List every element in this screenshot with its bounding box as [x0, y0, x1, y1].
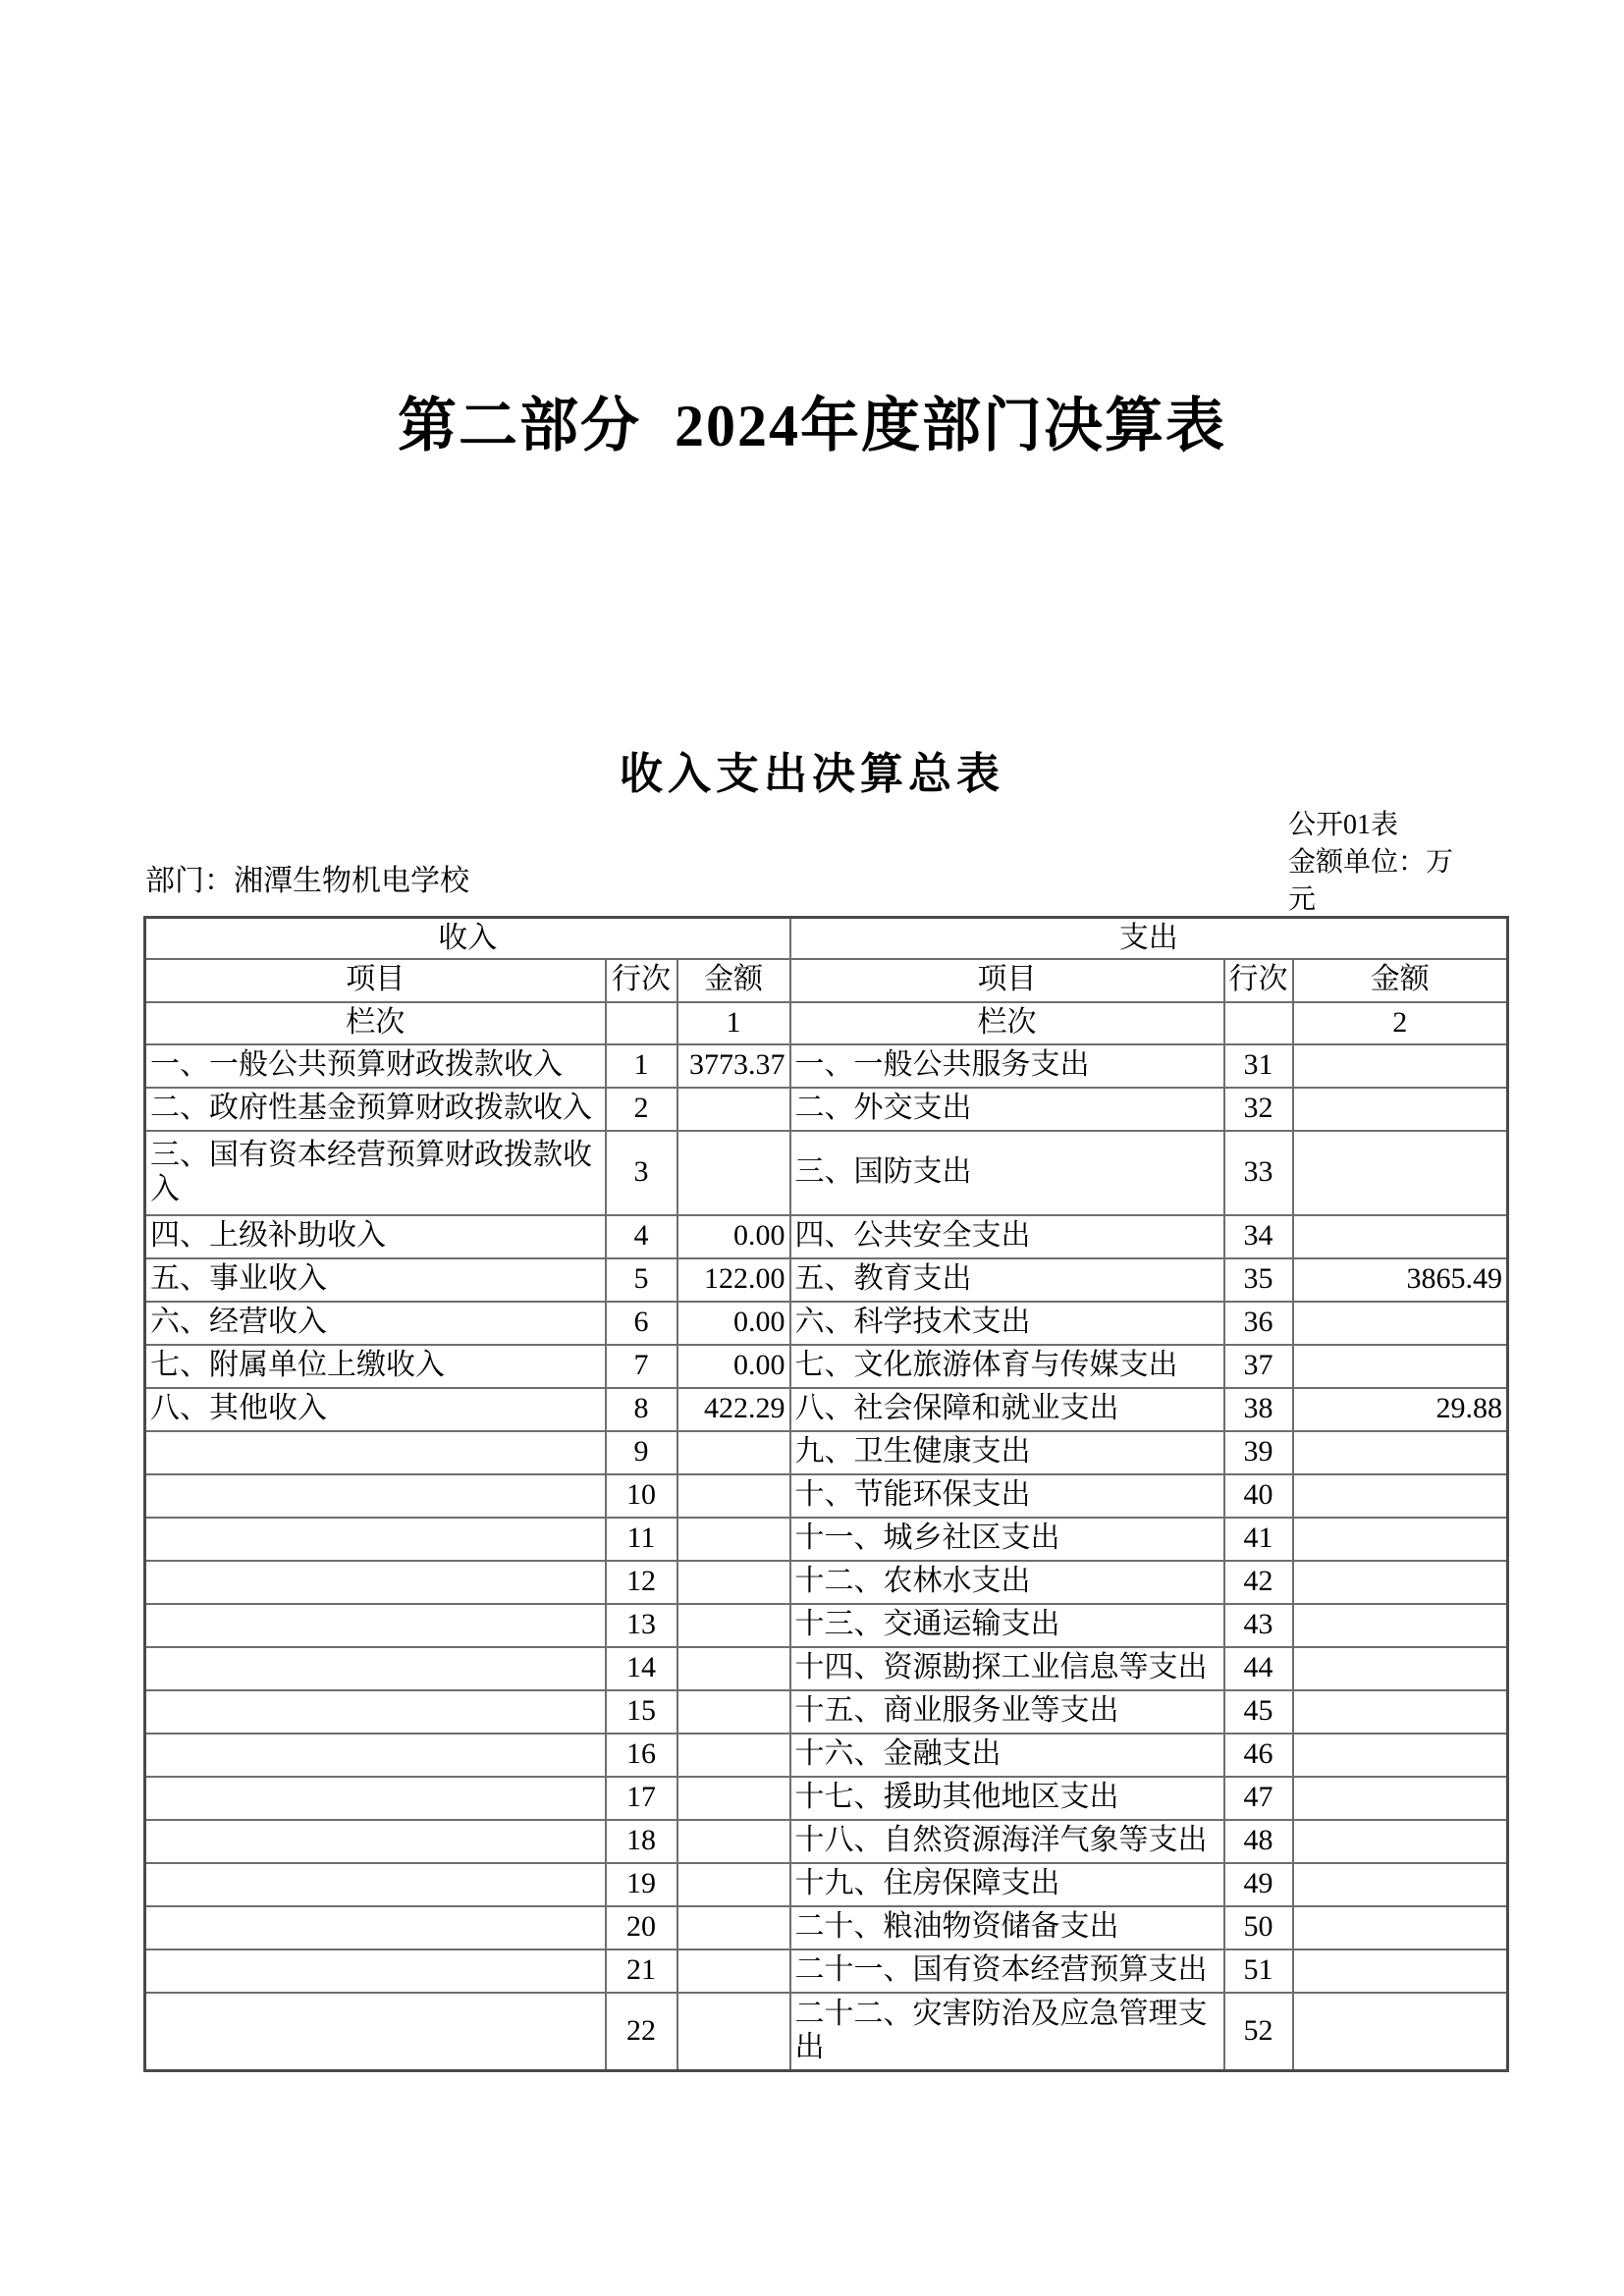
income-amount	[677, 1734, 790, 1777]
expense-item: 六、科学技术支出	[790, 1302, 1224, 1345]
income-amount: 3773.37	[677, 1044, 790, 1088]
income-amount	[677, 1431, 790, 1474]
expense-amount	[1293, 1993, 1508, 2071]
income-column-index-label: 栏次	[145, 1002, 606, 1044]
income-item: 二、政府性基金预算财政拨款收入	[145, 1088, 606, 1131]
income-line-no: 6	[606, 1302, 677, 1345]
expense-amount	[1293, 1088, 1508, 1131]
income-item	[145, 1431, 606, 1474]
income-amount	[677, 1561, 790, 1604]
income-section-label: 收入	[145, 918, 790, 959]
table-row	[145, 1777, 1508, 1820]
income-amount	[677, 1474, 790, 1518]
income-line-no: 11	[606, 1518, 677, 1561]
expense-item: 十一、城乡社区支出	[790, 1518, 1224, 1561]
income-amount	[677, 1131, 790, 1215]
expense-item: 十四、资源勘探工业信息等支出	[790, 1647, 1224, 1690]
income-amount: 122.00	[677, 1258, 790, 1302]
table-row	[145, 1518, 1508, 1561]
expense-item: 十七、援助其他地区支出	[790, 1777, 1224, 1820]
table-row	[145, 1044, 1508, 1088]
table-meta	[1288, 807, 1477, 919]
expense-item: 二十二、灾害防治及应急管理支出	[790, 1993, 1224, 2071]
expense-item: 四、公共安全支出	[790, 1215, 1224, 1258]
income-line-no: 18	[606, 1820, 677, 1863]
expense-amount	[1293, 1474, 1508, 1518]
expense-line-no: 35	[1224, 1258, 1293, 1302]
department-label: 部门：湘潭生物机电学校	[145, 865, 469, 897]
income-line-no: 21	[606, 1949, 677, 1993]
page-title: 第二部分 2024年度部门决算表	[398, 394, 1226, 458]
table-row	[145, 1561, 1508, 1604]
expense-line-no: 43	[1224, 1604, 1293, 1647]
income-amount	[677, 1518, 790, 1561]
expense-line-no: 38	[1224, 1388, 1293, 1431]
expense-amount-header: 金额	[1293, 959, 1508, 1002]
income-line-header: 行次	[606, 959, 677, 1002]
expense-line-no: 36	[1224, 1302, 1293, 1345]
sheet-number: 公开01表	[1288, 810, 1399, 840]
expense-amount: 3865.49	[1293, 1258, 1508, 1302]
expense-line-no: 39	[1224, 1431, 1293, 1474]
income-item	[145, 1993, 606, 2071]
table-body	[145, 1044, 1508, 2071]
income-amount	[677, 1906, 790, 1949]
expense-amount	[1293, 1604, 1508, 1647]
income-amount	[677, 1949, 790, 1993]
income-amount	[677, 1777, 790, 1820]
unit-label: 金额单位：万元	[1288, 847, 1454, 915]
expense-line-no: 40	[1224, 1474, 1293, 1518]
expense-amount	[1293, 1131, 1508, 1215]
expense-item: 十五、商业服务业等支出	[790, 1690, 1224, 1734]
expense-amount	[1293, 1949, 1508, 1993]
income-line-no: 19	[606, 1863, 677, 1906]
expense-line-no: 44	[1224, 1647, 1293, 1690]
table-row	[145, 1474, 1508, 1518]
income-item	[145, 1820, 606, 1863]
expense-line-no: 51	[1224, 1949, 1293, 1993]
income-line-no: 16	[606, 1734, 677, 1777]
expense-amount	[1293, 1647, 1508, 1690]
income-amount: 0.00	[677, 1302, 790, 1345]
expense-line-no: 31	[1224, 1044, 1293, 1088]
expense-amount	[1293, 1734, 1508, 1777]
expense-amount	[1293, 1561, 1508, 1604]
income-item	[145, 1561, 606, 1604]
income-line-no: 10	[606, 1474, 677, 1518]
expense-item-header: 项目	[790, 959, 1224, 1002]
income-item	[145, 1690, 606, 1734]
expense-amount	[1293, 1777, 1508, 1820]
income-amount	[677, 1820, 790, 1863]
income-item: 七、附属单位上缴收入	[145, 1345, 606, 1388]
expense-line-no: 37	[1224, 1345, 1293, 1388]
table-row	[145, 1302, 1508, 1345]
income-line-no: 9	[606, 1431, 677, 1474]
empty-cell	[606, 1002, 677, 1044]
income-amount	[677, 1863, 790, 1906]
income-line-no: 4	[606, 1215, 677, 1258]
section-header-row	[145, 918, 1508, 959]
income-item	[145, 1863, 606, 1906]
expense-line-no: 42	[1224, 1561, 1293, 1604]
expense-amount	[1293, 1820, 1508, 1863]
expense-item: 八、社会保障和就业支出	[790, 1388, 1224, 1431]
table-row	[145, 1088, 1508, 1131]
income-item	[145, 1474, 606, 1518]
expense-item: 三、国防支出	[790, 1131, 1224, 1215]
income-line-no: 15	[606, 1690, 677, 1734]
income-line-no: 2	[606, 1088, 677, 1131]
expense-column-index: 2	[1293, 1002, 1508, 1044]
table-row	[145, 1734, 1508, 1777]
table-row	[145, 1863, 1508, 1906]
income-amount: 0.00	[677, 1345, 790, 1388]
expense-amount	[1293, 1345, 1508, 1388]
table-row	[145, 1647, 1508, 1690]
income-item	[145, 1518, 606, 1561]
expense-line-no: 33	[1224, 1131, 1293, 1215]
income-item: 五、事业收入	[145, 1258, 606, 1302]
expense-item: 二十一、国有资本经营预算支出	[790, 1949, 1224, 1993]
expense-item: 十八、自然资源海洋气象等支出	[790, 1820, 1224, 1863]
income-item-header: 项目	[145, 959, 606, 1002]
expense-item: 一、一般公共服务支出	[790, 1044, 1224, 1088]
income-amount	[677, 1088, 790, 1131]
income-line-no: 22	[606, 1993, 677, 2071]
expense-line-no: 41	[1224, 1518, 1293, 1561]
expense-line-no: 45	[1224, 1690, 1293, 1734]
income-item: 六、经营收入	[145, 1302, 606, 1345]
expense-section-label: 支出	[790, 918, 1508, 959]
expense-item: 十、节能环保支出	[790, 1474, 1224, 1518]
table-row	[145, 1604, 1508, 1647]
income-item: 八、其他收入	[145, 1388, 606, 1431]
income-item	[145, 1906, 606, 1949]
income-amount: 0.00	[677, 1215, 790, 1258]
income-line-no: 1	[606, 1044, 677, 1088]
expense-item: 十二、农林水支出	[790, 1561, 1224, 1604]
expense-line-no: 50	[1224, 1906, 1293, 1949]
income-line-no: 3	[606, 1131, 677, 1215]
column-header-row	[145, 959, 1508, 1002]
income-amount	[677, 1604, 790, 1647]
income-item: 四、上级补助收入	[145, 1215, 606, 1258]
expense-amount	[1293, 1690, 1508, 1734]
expense-item: 七、文化旅游体育与传媒支出	[790, 1345, 1224, 1388]
expense-amount	[1293, 1518, 1508, 1561]
income-amount	[677, 1993, 790, 2071]
expense-line-no: 32	[1224, 1088, 1293, 1131]
expense-amount	[1293, 1431, 1508, 1474]
income-item	[145, 1647, 606, 1690]
income-line-no: 12	[606, 1561, 677, 1604]
expense-item: 五、教育支出	[790, 1258, 1224, 1302]
income-item	[145, 1777, 606, 1820]
income-line-no: 8	[606, 1388, 677, 1431]
expense-line-no: 52	[1224, 1993, 1293, 2071]
table-row	[145, 1388, 1508, 1431]
summary-table	[143, 916, 1509, 2072]
table-title: 收入支出决算总表	[620, 750, 1004, 798]
income-line-no: 14	[606, 1647, 677, 1690]
expense-item: 二、外交支出	[790, 1088, 1224, 1131]
income-item	[145, 1604, 606, 1647]
table-row	[145, 1906, 1508, 1949]
table-row	[145, 1690, 1508, 1734]
expense-amount	[1293, 1215, 1508, 1258]
income-line-no: 13	[606, 1604, 677, 1647]
income-amount	[677, 1690, 790, 1734]
income-line-no: 17	[606, 1777, 677, 1820]
income-line-no: 7	[606, 1345, 677, 1388]
table-row	[145, 1131, 1508, 1215]
table-row	[145, 1993, 1508, 2071]
table-row	[145, 1215, 1508, 1258]
table-row	[145, 1431, 1508, 1474]
expense-amount	[1293, 1302, 1508, 1345]
expense-item: 二十、粮油物资储备支出	[790, 1906, 1224, 1949]
column-index-row	[145, 1002, 1508, 1044]
expense-line-no: 46	[1224, 1734, 1293, 1777]
income-item: 一、一般公共预算财政拨款收入	[145, 1044, 606, 1088]
expense-amount	[1293, 1906, 1508, 1949]
expense-line-no: 48	[1224, 1820, 1293, 1863]
income-amount	[677, 1647, 790, 1690]
income-amount-header: 金额	[677, 959, 790, 1002]
expense-amount: 29.88	[1293, 1388, 1508, 1431]
expense-item: 十三、交通运输支出	[790, 1604, 1224, 1647]
expense-line-no: 34	[1224, 1215, 1293, 1258]
table-row	[145, 1820, 1508, 1863]
expense-line-no: 49	[1224, 1863, 1293, 1906]
table-row	[145, 1345, 1508, 1388]
empty-cell	[1224, 1002, 1293, 1044]
expense-item: 九、卫生健康支出	[790, 1431, 1224, 1474]
expense-amount	[1293, 1044, 1508, 1088]
expense-item: 十六、金融支出	[790, 1734, 1224, 1777]
income-line-no: 20	[606, 1906, 677, 1949]
income-amount: 422.29	[677, 1388, 790, 1431]
income-column-index: 1	[677, 1002, 790, 1044]
expense-line-header: 行次	[1224, 959, 1293, 1002]
table-row	[145, 1258, 1508, 1302]
income-item: 三、国有资本经营预算财政拨款收入	[145, 1131, 606, 1215]
expense-amount	[1293, 1863, 1508, 1906]
income-line-no: 5	[606, 1258, 677, 1302]
table-row	[145, 1949, 1508, 1993]
income-item	[145, 1734, 606, 1777]
income-item	[145, 1949, 606, 1993]
expense-line-no: 47	[1224, 1777, 1293, 1820]
expense-column-index-label: 栏次	[790, 1002, 1224, 1044]
expense-item: 十九、住房保障支出	[790, 1863, 1224, 1906]
